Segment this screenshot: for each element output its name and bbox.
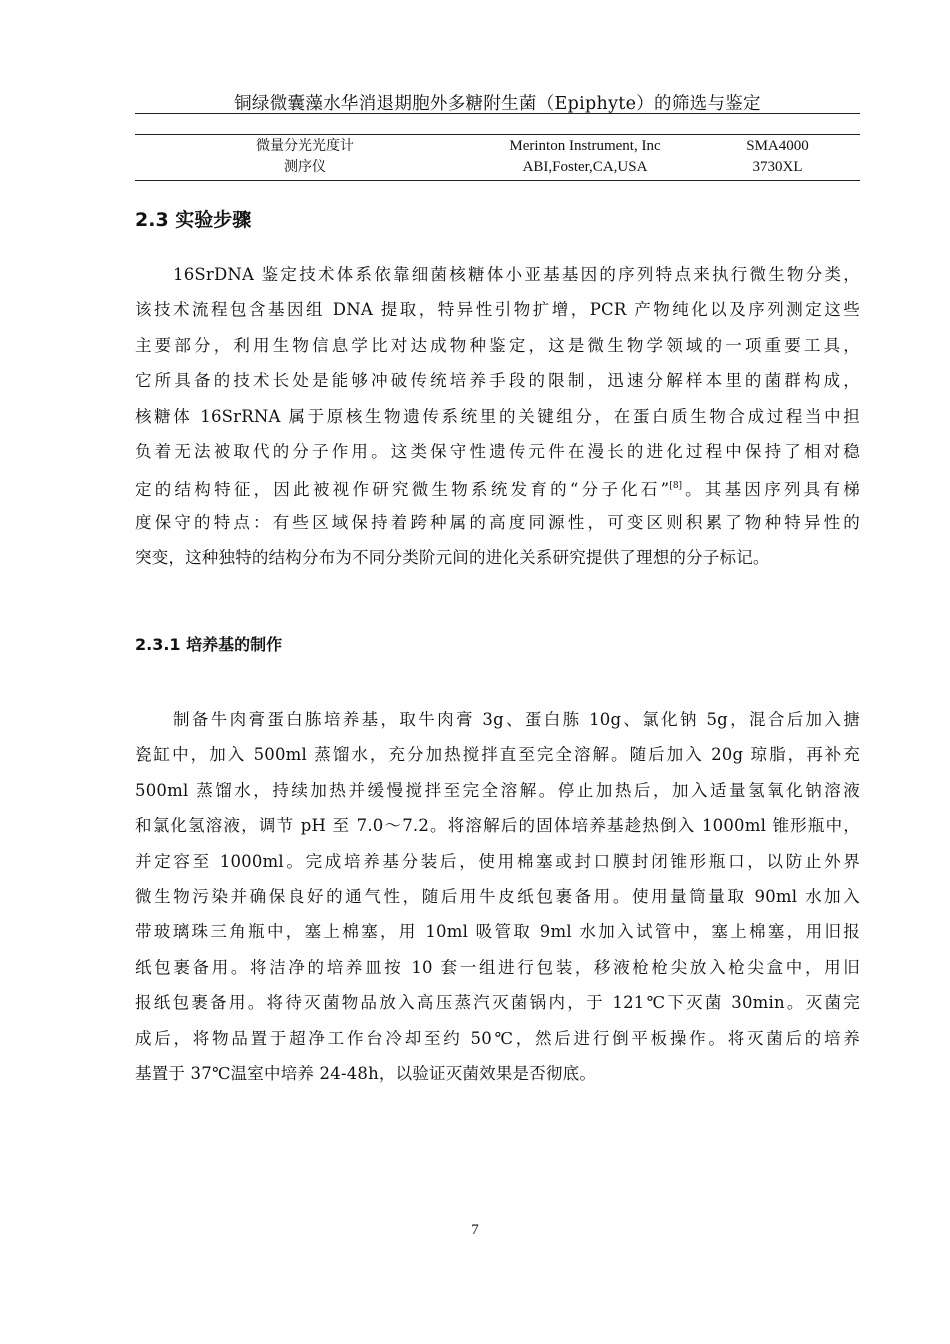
paragraph-line: 16SrDNA 鉴定技术体系依靠细菌核糖体小亚基基因的序列特点来执行微生物分类，	[173, 265, 860, 284]
equipment-name: 微量分光光度计	[256, 138, 354, 154]
paragraph-line: 负着无法被取代的分子作用。这类保守性遗传元件在漫长的进化过程中保持了相对稳	[135, 441, 860, 461]
equipment-maker: ABI,Foster,CA,USA	[522, 159, 648, 175]
paragraph-line: 它所具备的技术长处是能够冲破传统培养手段的限制，迅速分解样本里的菌群构成，	[135, 371, 860, 391]
paragraph-line: 瓷缸中，加入 500ml 蒸馏水，充分加热搅拌直至完全溶解。随后加入 20g 琼脂，再补充	[135, 745, 860, 765]
paragraph-line: 成后，将物品置于超净工作台冷却至约 50℃，然后进行倒平板操作。将灭菌后的培养	[135, 1028, 860, 1048]
paragraph-line: 制备牛肉膏蛋白胨培养基，取牛肉膏 3g、蛋白胨 10g、氯化钠 5g，混合后加入搪	[173, 710, 860, 729]
paragraph-line: 微生物污染并确保良好的通气性，随后用牛皮纸包裹备用。使用量筒量取 90ml 水加入	[135, 886, 860, 906]
paragraph-line: 带玻璃珠三角瓶中，塞上棉塞，用 10ml 吸管取 9ml 水加入试管中，塞上棉塞，用旧报	[135, 922, 860, 942]
equipment-maker: Merinton Instrument, Inc	[509, 138, 661, 154]
subsection-paragraph	[135, 702, 860, 1091]
paragraph-line	[135, 469, 860, 504]
section-paragraph	[135, 257, 860, 576]
paragraph-line: 度保守的特点：有些区域保持着跨种属的高度同源性，可变区则积累了物种特异性的	[135, 512, 860, 532]
paragraph-line: 和氯化氢溶液，调节 pH 至 7.0～7.2。将溶解后的固体培养基趁热倒入 1000ml 锥形瓶中，	[135, 816, 860, 836]
equipment-model: 3730XL	[752, 159, 803, 175]
running-header: 铜绿微囊藻水华消退期胞外多糖附生菌（Epiphyte）的筛选与鉴定	[234, 94, 761, 114]
subsection-heading: 2.3.1 培养基的制作	[135, 635, 283, 654]
paragraph-line: 纸包裹备用。将洁净的培养皿按 10 套一组进行包装，移液枪枪尖放入枪尖盒中，用旧	[135, 957, 860, 977]
section-heading: 2.3 实验步骤	[135, 209, 252, 231]
paragraph-line: 基置于 37℃温室中培养 24-48h，以验证灭菌效果是否彻底。	[135, 1063, 597, 1083]
equipment-table	[135, 134, 860, 181]
line-text: 定的结构特征，因此被视作研究微生物系统发育的“分子化石”	[135, 480, 670, 500]
citation-reference[interactable]: [8]	[669, 481, 683, 492]
equipment-model: SMA4000	[746, 138, 809, 154]
paragraph-line: 并定容至 1000ml。完成培养基分装后，使用棉塞或封口膜封闭锥形瓶口，以防止外界	[135, 851, 860, 871]
paragraph-line: 该技术流程包含基因组 DNA 提取，特异性引物扩增，PCR 产物纯化以及序列测定这些	[135, 300, 860, 320]
table-row	[135, 157, 860, 178]
paragraph-line: 主要部分，利用生物信息学比对达成物种鉴定，这是微生物学领域的一项重要工具，	[135, 335, 860, 355]
line-text: 。其基因序列具有梯	[682, 480, 860, 500]
paragraph-line: 500ml 蒸馏水，持续加热并缓慢搅拌至完全溶解。停止加热后，加入适量氢氧化钠溶液	[135, 780, 860, 800]
equipment-name: 测序仪	[284, 159, 326, 175]
paragraph-line: 核糖体 16SrRNA 属于原核生物遗传系统里的关键组分，在蛋白质生物合成过程当中担	[135, 406, 860, 426]
table-row	[135, 136, 860, 157]
paragraph-line: 突变，这种独特的结构分布为不同分类阶元间的进化关系研究提供了理想的分子标记。	[135, 548, 770, 568]
header-rule	[135, 113, 860, 114]
page-number: 7	[471, 1222, 479, 1238]
paragraph-line: 报纸包裹备用。将待灭菌物品放入高压蒸汽灭菌锅内，于 121℃下灭菌 30min。灭菌完	[135, 993, 860, 1013]
